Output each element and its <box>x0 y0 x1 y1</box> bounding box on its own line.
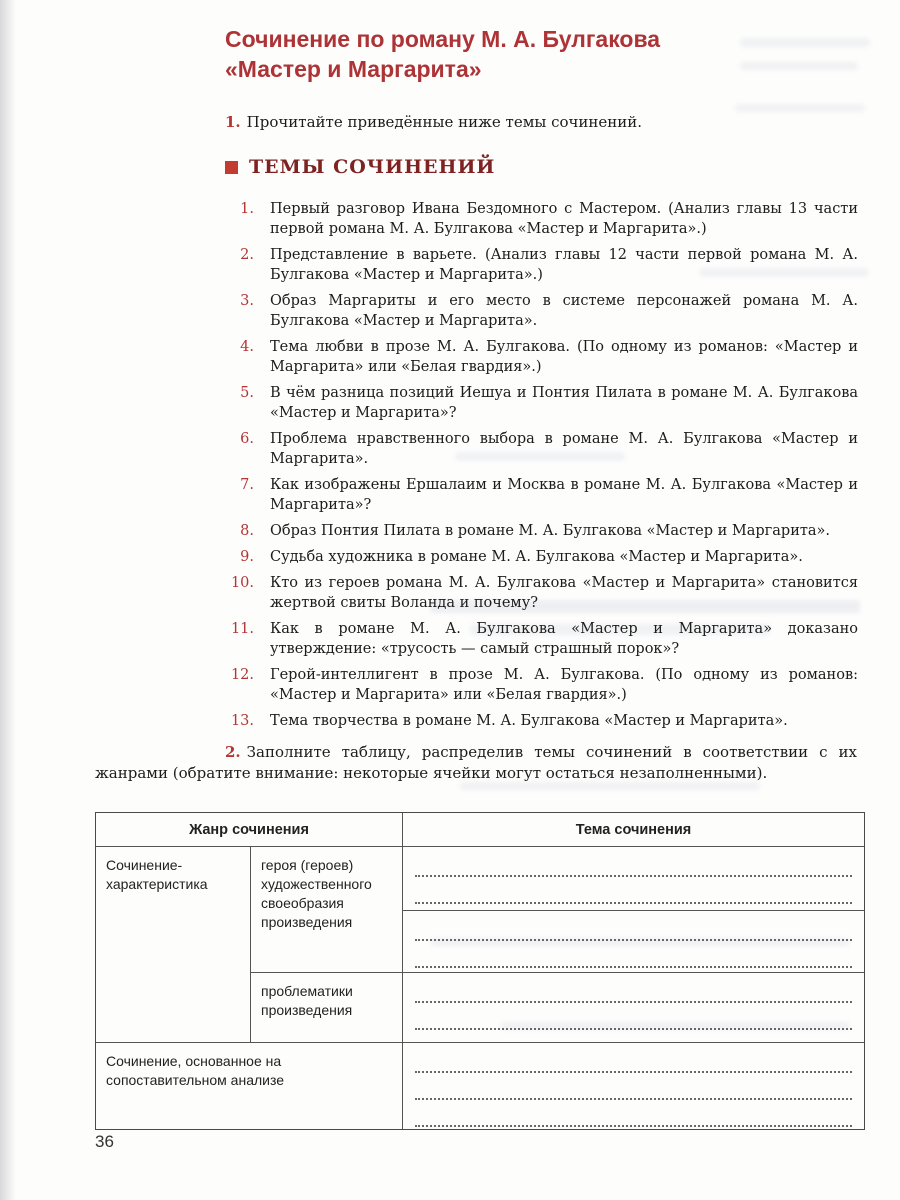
topic-number: 10. <box>230 575 254 591</box>
table-cell-genre-sub-problems: проблематики произведения <box>251 973 403 1043</box>
answer-dotted-line <box>415 914 852 941</box>
table-answer-cell <box>403 973 864 1043</box>
section-bullet-square-icon <box>225 161 238 174</box>
page-title <box>225 24 865 85</box>
task-2-text: Заполните таблицу, распределив темы сочинений в соответствии с их жанрами (обратите внимание: некоторые ячейки могут остаться незаполненными). <box>95 743 857 782</box>
table-answer-cell <box>403 911 864 973</box>
page-title-line1: Сочинение по роману М. А. Булгакова <box>225 26 661 52</box>
answer-dotted-line <box>415 1003 852 1030</box>
table-header-topic: Тема сочинения <box>403 813 864 847</box>
topic-text: Тема любви в прозе М. А. Булгакова. (По одному из романов: «Мастер и Маргарита» или «Белая гвардия».) <box>270 339 858 375</box>
topic-text: Первый разговор Ивана Бездомного с Мастером. (Анализ главы 13 части первой романа М. А. Булгакова «Мастер и Маргарита».) <box>270 201 858 237</box>
topic-number: 13. <box>230 713 254 729</box>
task-1 <box>225 112 855 133</box>
topic-item <box>222 429 858 469</box>
topic-number: 1. <box>240 201 254 217</box>
topic-number: 4. <box>240 339 254 355</box>
topic-item <box>222 291 858 331</box>
answer-dotted-line <box>415 850 852 877</box>
topic-item <box>222 383 858 423</box>
topic-item <box>222 711 858 731</box>
topic-text: Образ Маргариты и его место в системе персонажей романа М. А. Булгакова «Мастер и Маргарита». <box>270 293 858 329</box>
topic-number: 3. <box>240 293 254 309</box>
topic-item <box>222 521 858 541</box>
answer-dotted-line <box>415 976 852 1003</box>
topic-text: Тема творчества в романе М. А. Булгакова «Мастер и Маргарита». <box>270 713 788 729</box>
topic-item <box>222 475 858 515</box>
topic-text: Как изображены Ершалаим и Москва в романе М. А. Булгакова «Мастер и Маргарита»? <box>270 477 858 513</box>
answer-dotted-line <box>415 1046 852 1073</box>
topic-text: Представление в варьете. (Анализ главы 12 части первой романа М. А. Булгакова «Мастер и Маргарита».) <box>270 247 858 283</box>
topic-text: Кто из героев романа М. А. Булгакова «Мастер и Маргарита» становится жертвой свиты Воланда и почему? <box>270 575 858 611</box>
topic-item <box>222 573 858 613</box>
topic-text: Образ Понтия Пилата в романе М. А. Булгакова «Мастер и Маргарита». <box>270 523 831 539</box>
topic-item <box>222 199 858 239</box>
answer-dotted-line <box>415 1100 852 1127</box>
topic-item <box>222 245 858 285</box>
topic-number: 5. <box>240 385 254 401</box>
topic-number: 9. <box>240 549 254 565</box>
topics-list <box>222 199 858 737</box>
topic-number: 6. <box>240 431 254 447</box>
task-1-text: Прочитайте приведённые ниже темы сочинений. <box>246 113 643 131</box>
topic-item <box>222 547 858 567</box>
section-title: ТЕМЫ СОЧИНЕНИЙ <box>249 156 496 178</box>
table-header-genre: Жанр сочинения <box>96 813 403 847</box>
table-cell-genre-comparative: Сочинение, основанное на сопоставительном анализе <box>96 1043 403 1129</box>
table-cell-genre-characteristic: Сочинение-характеристика <box>96 847 251 1043</box>
answer-dotted-line <box>415 1073 852 1100</box>
task-2 <box>95 742 857 784</box>
bleed-through-text <box>735 104 865 112</box>
section-header <box>225 156 495 178</box>
topic-text: Герой-интеллигент в прозе М. А. Булгакова. (По одному из романов: «Мастер и Маргарита» или «Белая гвардия».) <box>270 667 858 703</box>
topic-number: 2. <box>240 247 254 263</box>
table-answer-cell <box>403 847 864 911</box>
topic-number: 8. <box>240 523 254 539</box>
genres-table <box>95 812 865 1130</box>
topic-item <box>222 337 858 377</box>
topic-text: Проблема нравственного выбора в романе М. А. Булгакова «Мастер и Маргарита». <box>270 431 858 467</box>
topic-text: Как в романе М. А. Булгакова «Мастер и Маргарита» доказано утверждение: «трусость — самый страшный порок»? <box>270 621 858 657</box>
topic-number: 11. <box>230 621 254 637</box>
topic-item <box>222 619 858 659</box>
answer-dotted-line <box>415 941 852 968</box>
table-answer-cell <box>403 1043 864 1129</box>
topic-item <box>222 665 858 705</box>
topic-number: 12. <box>230 667 254 683</box>
task-2-number: 2. <box>225 743 241 761</box>
table-cell-genre-sub-hero-and-style: героя (героев) художественного своеобразия произведения <box>251 847 403 973</box>
topic-text: В чём разница позиций Иешуа и Понтия Пилата в романе М. А. Булгакова «Мастер и Маргарита»? <box>270 385 858 421</box>
page-title-line2: «Мастер и Маргарита» <box>225 56 482 83</box>
topic-number: 7. <box>240 477 254 493</box>
page-edge-shadow <box>0 0 16 1200</box>
answer-dotted-line <box>415 877 852 904</box>
topic-text: Судьба художника в романе М. А. Булгакова «Мастер и Маргарита». <box>270 549 803 565</box>
page-number: 36 <box>95 1132 114 1151</box>
task-1-number: 1. <box>225 113 241 131</box>
